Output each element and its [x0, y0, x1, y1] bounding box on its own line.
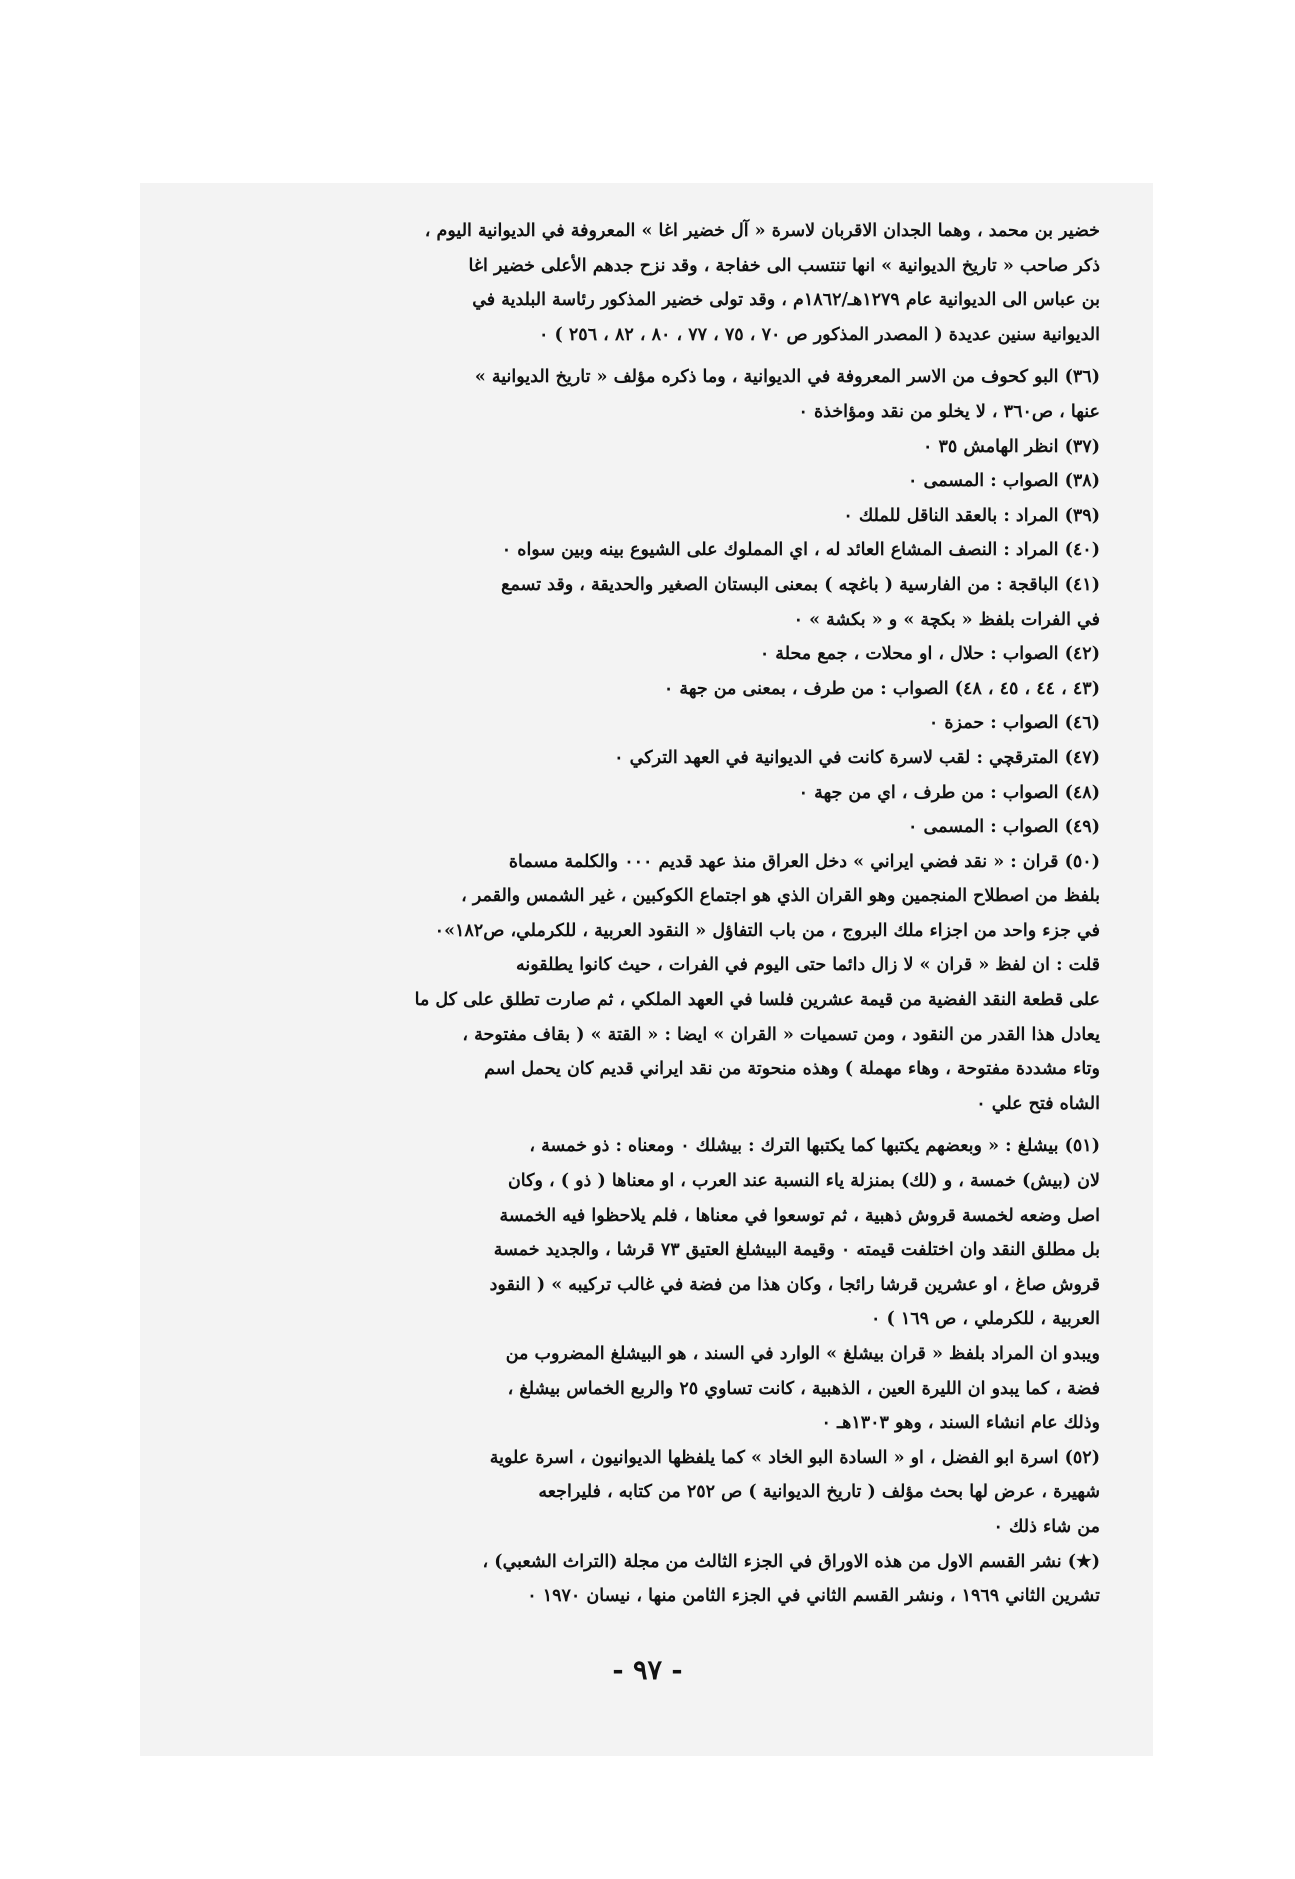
footnote-41: (٤١) الباقجة : من الفارسية ( باغچه ) بمعنى البستان الصغير والحديقة ، وقد تسمع	[501, 574, 1100, 595]
text-line: ذكر صاحب « تاريخ الديوانية » انها تنتسب الى خفاجة ، وقد نزح جدهم الأعلى خضير اغا	[468, 255, 1100, 276]
text-line: عنها ، ص٣٦٠ ، لا يخلو من نقد ومؤاخذة ٠	[798, 401, 1100, 422]
footnote-51: (٥١) بيشلغ : « وبعضهم يكتبها كما يكتبها الترك : بيشلك ٠ ومعناه : ذو خمسة ،	[529, 1136, 1100, 1157]
footnotes-text-block	[225, 214, 1100, 1614]
text-line: في جزء واحد من اجزاء ملك البروج ، من باب التفاؤل « النقود العربية ، للكرملي، ص١٨٢»٠	[434, 920, 1100, 941]
footnote-42: (٤٢) الصواب : حلال ، او محلات ، جمع محلة ٠	[759, 644, 1100, 665]
text-line: لان (بيش) خمسة ، و (لك) بمنزلة ياء النسبة عند العرب ، او معناها ( ذو ) ، وكان	[507, 1171, 1100, 1192]
text-line: بل مطلق النقد وان اختلفت قيمته ٠ وقيمة البيشلغ العتيق ٧٣ قرشا ، والجديد خمسة	[493, 1240, 1100, 1261]
footnote-50: (٥٠) قران : « نقد فضي ايراني » دخل العراق منذ عهد قديم ٠٠٠ والكلمة مسماة	[508, 851, 1100, 872]
footnote-43: (٤٣ ، ٤٤ ، ٤٥ ، ٤٨) الصواب : من طرف ، بمعنى من جهة ٠	[663, 678, 1100, 699]
text-line: ويبدو ان المراد بلفظ « قران بيشلغ » الوارد في السند ، هو البيشلغ المضروب من	[505, 1344, 1100, 1364]
text-line: شهيرة ، عرض لها بحث مؤلف ( تاريخ الديوانية ) ص ٢٥٢ من كتابه ، فليراجعه	[538, 1482, 1100, 1503]
text-line: قلت : ان لفظ « قران » لا زال دائما حتى اليوم في الفرات ، حيث كانوا يطلقونه	[515, 955, 1100, 976]
footnote-36: (٣٦) البو كحوف من الاسر المعروفة في الديوانية ، وما ذكره مؤلف « تاريخ الديوانية »	[474, 367, 1100, 388]
text-line: بلفظ من اصطلاح المنجمين وهو القران الذي هو اجتماع الكوكبين ، غير الشمس والقمر ،	[461, 886, 1100, 907]
text-line: من شاء ذلك ٠	[993, 1516, 1100, 1537]
text-line: الشاه فتح علي ٠	[976, 1093, 1100, 1114]
footnote-40: (٤٠) المراد : النصف المشاع العائد له ، اي المملوك على الشيوع بينه وبين سواه ٠	[501, 540, 1100, 561]
footnote-49: (٤٩) الصواب : المسمى ٠	[908, 817, 1100, 838]
footnote-46: (٤٦) الصواب : حمزة ٠	[928, 713, 1100, 734]
footnote-48: (٤٨) الصواب : من طرف ، اي من جهة ٠	[798, 782, 1100, 803]
footnote-star: (★) نشر القسم الاول من هذه الاوراق في الجزء الثالث من مجلة (التراث الشعبي) ،	[482, 1551, 1100, 1572]
text-line: وذلك عام انشاء السند ، وهو ١٣٠٣هـ ٠	[821, 1413, 1100, 1434]
footnote-38: (٣٨) الصواب : المسمى ٠	[908, 471, 1100, 492]
text-line: خضير بن محمد ، وهما الجدان الاقربان لاسرة « آل خضير اغا » المعروفة في الديوانية اليوم ،	[424, 221, 1100, 241]
text-line: في الفرات بلفظ « بكچة » و « بكشة » ٠	[793, 609, 1100, 630]
text-line: اصل وضعه لخمسة قروش ذهبية ، ثم توسعوا في معناها ، فلم يلاحظوا فيه الخمسة	[499, 1205, 1100, 1226]
footnote-37: (٣٧) انظر الهامش ٣٥ ٠	[923, 436, 1100, 457]
footnote-52: (٥٢) اسرة ابو الفضل ، او « السادة البو الخاد » كما يلفظها الديوانيون ، اسرة علوية	[489, 1447, 1100, 1468]
footnote-47: (٤٧) المترقچي : لقب لاسرة كانت في الديوانية في العهد التركي ٠	[614, 747, 1100, 768]
footnote-39: (٣٩) المراد : بالعقد الناقل للملك ٠	[843, 505, 1100, 526]
text-line: قروش صاغ ، او عشرين قرشا رائجا ، وكان هذا من فضة في غالب تركيبه » ( النقود	[489, 1274, 1100, 1295]
text-line: فضة ، كما يبدو ان الليرة العين ، الذهبية ، كانت تساوي ٢٥ والربع الخماس بيشلغ ،	[507, 1378, 1100, 1399]
text-line: وتاء مشددة مفتوحة ، وهاء مهملة ) وهذه منحوتة من نقد ايراني قديم كان يحمل اسم	[484, 1059, 1100, 1080]
text-line: تشرين الثاني ١٩٦٩ ، ونشر القسم الثاني في الجزء الثامن منها ، نيسان ١٩٧٠ ٠	[527, 1586, 1100, 1607]
text-line: يعادل هذا القدر من النقود ، ومن تسميات « القران » ايضا : « القتة » ( بقاف مفتوحة ،	[462, 1024, 1100, 1045]
text-line: العربية ، للكرملي ، ص ١٦٩ ) ٠	[870, 1309, 1100, 1330]
text-line: الديوانية سنين عديدة ( المصدر المذكور ص ٧٠ ، ٧٥ ، ٧٧ ، ٨٠ ، ٨٢ ، ٢٥٦ ) ٠	[539, 324, 1100, 345]
text-line: على قطعة النقد الفضية من قيمة عشرين فلسا في العهد الملكي ، ثم صارت تطلق على كل ما	[414, 990, 1100, 1011]
page-number: - ٩٧ -	[612, 1655, 683, 1686]
text-line: بن عباس الى الديوانية عام ١٢٧٩هـ/١٨٦٢م ، وقد تولى خضير المذكور رئاسة البلدية في	[472, 290, 1100, 311]
